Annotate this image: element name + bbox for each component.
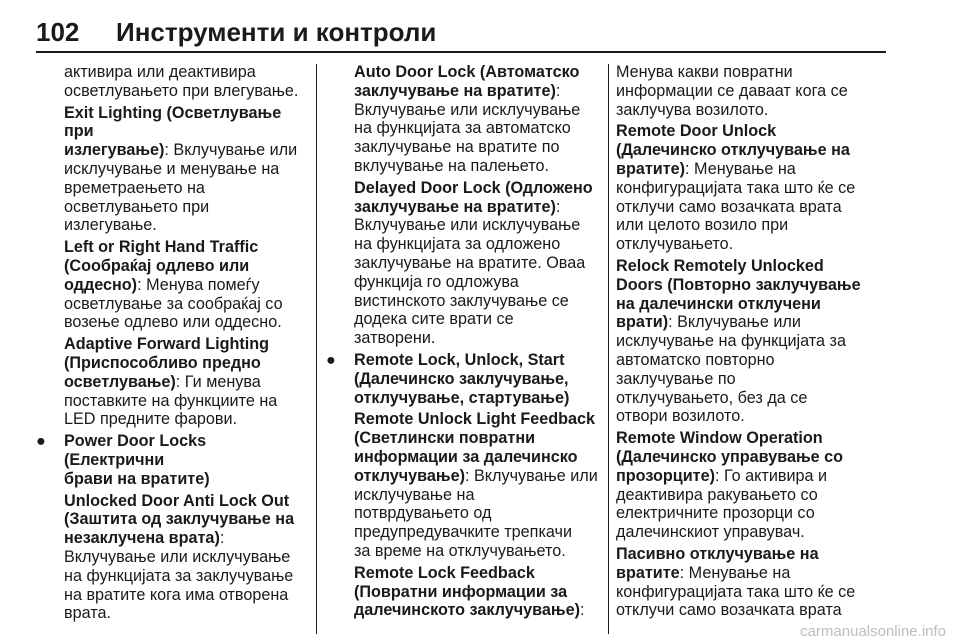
setting-title: оддесно) <box>64 275 138 294</box>
bullet-title: (Далечинско заклучување, <box>354 369 569 388</box>
text-line: деактивира ракувањето со <box>616 485 818 504</box>
text-line: вистинското заклучување се <box>354 291 569 310</box>
bullet-title: Remote Lock, Unlock, Start <box>354 350 565 369</box>
text-line: конфигурацијата така што ќе се <box>616 178 856 197</box>
setting-title: Remote Lock Feedback <box>354 563 535 582</box>
text-line: електричните прозорци со <box>616 504 815 523</box>
page-number: 102 <box>36 17 80 47</box>
text-line: заклучува возилото. <box>616 100 769 119</box>
paragraph <box>36 63 304 101</box>
setting-description: Вклучување или <box>474 466 598 485</box>
text-line: Вклучување или исклучување <box>64 547 291 566</box>
text-line: додека сите врати се <box>354 310 514 329</box>
column-divider <box>316 64 317 634</box>
setting-title: (Далечинско отклучување на <box>616 141 850 160</box>
setting-title: врати) <box>616 313 669 332</box>
setting-title: Auto Door Lock (Автоматско <box>354 63 580 81</box>
setting-title: Adaptive Forward Lighting <box>64 335 270 354</box>
setting-entry: Delayed Door Lock (Одложено заклучување на вратите): Вклучување или исклучување на функцијата за одложено заклучување на вратите. Оваа функција го одложува вистинското заклучување се додека сите врати се затворени. <box>326 179 601 348</box>
setting-title: Remote Window Operation <box>616 429 823 448</box>
text-line: врата. <box>64 604 111 623</box>
setting-title: (Сообраќај одлево или <box>64 256 250 275</box>
setting-title: незаклучена врата) <box>64 529 220 548</box>
setting-entry: Unlocked Door Anti Lock Out (Заштита од заклучување на незаклучена врата): Вклучување или исклучување на функцијата за заклучување на вратите кога има отворена врата. <box>36 492 304 624</box>
setting-title: Exit Lighting (Осветлување при <box>64 103 282 141</box>
setting-entry: Remote Lock Feedback (Повратни информации за далечинското заклучување): <box>326 564 601 620</box>
text-line: исклучување на функцијата за <box>616 332 846 351</box>
text-line: поставките на функциите на <box>64 391 278 410</box>
setting-description: Вклучување или <box>173 141 298 160</box>
text-line: осветлувањето при <box>64 197 210 216</box>
text-line: отклучувањето. <box>616 235 734 254</box>
setting-title: отклучување) <box>354 466 465 485</box>
bullet-icon: ● <box>326 350 336 369</box>
text-line: на функцијата за одложено <box>354 235 561 254</box>
page-header <box>36 14 886 50</box>
text-line: исклучување и менување на <box>64 159 280 178</box>
setting-title: заклучување на вратите) <box>354 197 556 216</box>
setting-title: Doors (Повторно заклучување <box>616 275 861 294</box>
chapter-title: Инструменти и контроли <box>116 17 437 47</box>
header-rule <box>36 51 886 53</box>
text-line: времетраењето на <box>64 178 205 197</box>
text-line: предупредувачките трепкачи <box>354 523 573 542</box>
setting-entry: Пасивно отклучување на вратите: Менување на конфигурацијата така што ќе се отклучи само возачката врата <box>616 545 891 620</box>
text-line: активира или деактивира <box>64 63 256 81</box>
setting-entry: Relock Remotely Unlocked Doors (Повторно заклучување на далечински отклучени врати): Вклучување или исклучување на функцијата за автоматско повторно заклучување по отклучувањето, без да се отвори возилото. <box>616 257 891 426</box>
text-line: потврдувањето од <box>354 504 492 523</box>
text-line: осветлувањето при влегување. <box>64 81 299 100</box>
bullet-title: отклучување, стартување) <box>354 388 570 407</box>
setting-title: Left or Right Hand Traffic <box>64 238 259 257</box>
bullet-item <box>326 351 601 407</box>
text-line: на вратите кога има отворена <box>64 585 289 604</box>
text-line: за време на отклучувањето. <box>354 541 566 560</box>
bullet-icon: ● <box>36 432 46 451</box>
column-3 <box>616 63 891 623</box>
text-line: автоматско повторно <box>616 350 775 369</box>
setting-entry: Adaptive Forward Lighting (Приспособливо предно осветлување): Ги менува поставките на функциите на LED предните фарови. <box>36 335 304 429</box>
setting-title: вратите <box>616 563 680 582</box>
setting-title: информации за далечинско <box>354 447 578 466</box>
text-line: Менува какви повратни <box>616 63 793 81</box>
text-line: на функцијата за автоматско <box>354 119 571 138</box>
setting-title: заклучување на вратите) <box>354 81 556 100</box>
bullet-title: Power Door Locks (Електрични <box>64 432 207 469</box>
column-2 <box>326 63 601 623</box>
watermark: carmanualsonline.info <box>800 623 946 640</box>
bullet-title: брави на вратите) <box>64 469 210 488</box>
paragraph <box>616 63 891 119</box>
setting-entry: Auto Door Lock (Автоматско заклучување на вратите): Вклучување или исклучување на функцијата за автоматско заклучување на вратите по вклучување на палењето. <box>326 63 601 176</box>
text-line: на функцијата за заклучување <box>64 566 294 585</box>
text-line: заклучување по <box>616 369 736 388</box>
column-1 <box>36 63 304 626</box>
setting-title: (Далечинско управување со <box>616 447 844 466</box>
setting-description: Ги менува <box>184 372 261 391</box>
setting-description: Го активира и <box>723 466 828 485</box>
setting-entry: Remote Door Unlock (Далечинско отклучување на вратите): Менување на конфигурацијата така што ќе се отклучи само возачката врата или целото возило при отклучувањето. <box>616 122 891 254</box>
setting-title: на далечински отклучени <box>616 294 821 313</box>
setting-title: (Приспособливо предно <box>64 353 261 372</box>
text-line: Вклучување или исклучување <box>354 216 581 235</box>
setting-title: излегување) <box>64 141 165 160</box>
setting-title: Пасивно отклучување на <box>616 544 819 563</box>
setting-description: Вклучување или <box>677 313 801 332</box>
setting-title: (Заштита од заклучување на <box>64 510 295 529</box>
text-line: вклучување на палењето. <box>354 156 550 175</box>
text-line: далечинскиот управувач. <box>616 523 805 542</box>
setting-description: Менува помеѓу <box>146 275 260 294</box>
text-line: исклучување на <box>354 485 475 504</box>
text-line: возење одлево или оддесно. <box>64 313 282 332</box>
text-line: осветлување за сообраќај со <box>64 294 283 313</box>
text-line: LED предните фарови. <box>64 410 238 429</box>
setting-title: осветлување) <box>64 372 176 391</box>
setting-title: прозорците) <box>616 466 715 485</box>
text-line: функција го одложува <box>354 272 519 291</box>
setting-title: (Светлински повратни <box>354 429 536 448</box>
text-line: заклучување на вратите. Оваа <box>354 253 586 272</box>
text-line: информации се даваат кога се <box>616 81 848 100</box>
text-line: отклучи само возачката врата <box>616 197 842 216</box>
text-line: конфигурацијата така што ќе се <box>616 582 856 601</box>
setting-title: (Повратни информации за <box>354 582 568 601</box>
setting-entry: Left or Right Hand Traffic (Сообраќај одлево или оддесно): Менува помеѓу осветлување за сообраќај со возење одлево или оддесно. <box>36 238 304 332</box>
setting-title: далечинското заклучување) <box>354 601 580 620</box>
bullet-item <box>36 432 304 488</box>
text-line: Вклучување или исклучување <box>354 100 581 119</box>
column-divider <box>608 64 609 634</box>
text-line: затворени. <box>354 329 436 348</box>
setting-title: Remote Door Unlock <box>616 122 777 141</box>
setting-entry: Remote Window Operation (Далечинско управување со прозорците): Го активира и деактивира ракувањето со електричните прозорци со далечинскиот управувач. <box>616 429 891 542</box>
setting-title: Relock Remotely Unlocked <box>616 256 824 275</box>
text-line: заклучување на вратите по <box>354 138 560 157</box>
setting-description: Менување на <box>694 159 796 178</box>
text-line: отклучи само возачката врата <box>616 601 842 620</box>
setting-entry: Remote Unlock Light Feedback (Светлински повратни информации за далечинско отклучување): Вклучување или исклучување на потврдувањето од предупредувачките трепкачи за време на отклучувањето. <box>326 410 601 560</box>
text-line: или целото возило при <box>616 216 789 235</box>
setting-entry: Exit Lighting (Осветлување при излегување): Вклучување или исклучување и менување на времетраењето на осветлувањето при излегување. <box>36 104 304 236</box>
setting-title: Unlocked Door Anti Lock Out <box>64 491 290 510</box>
setting-description: Менување на <box>688 563 791 582</box>
setting-title: вратите) <box>616 159 686 178</box>
text-line: отвори возилото. <box>616 407 745 426</box>
setting-title: Remote Unlock Light Feedback <box>354 410 596 429</box>
setting-title: Delayed Door Lock (Одложено <box>354 178 593 197</box>
text-line: излегување. <box>64 216 157 235</box>
text-line: отклучувањето, без да се <box>616 388 808 407</box>
